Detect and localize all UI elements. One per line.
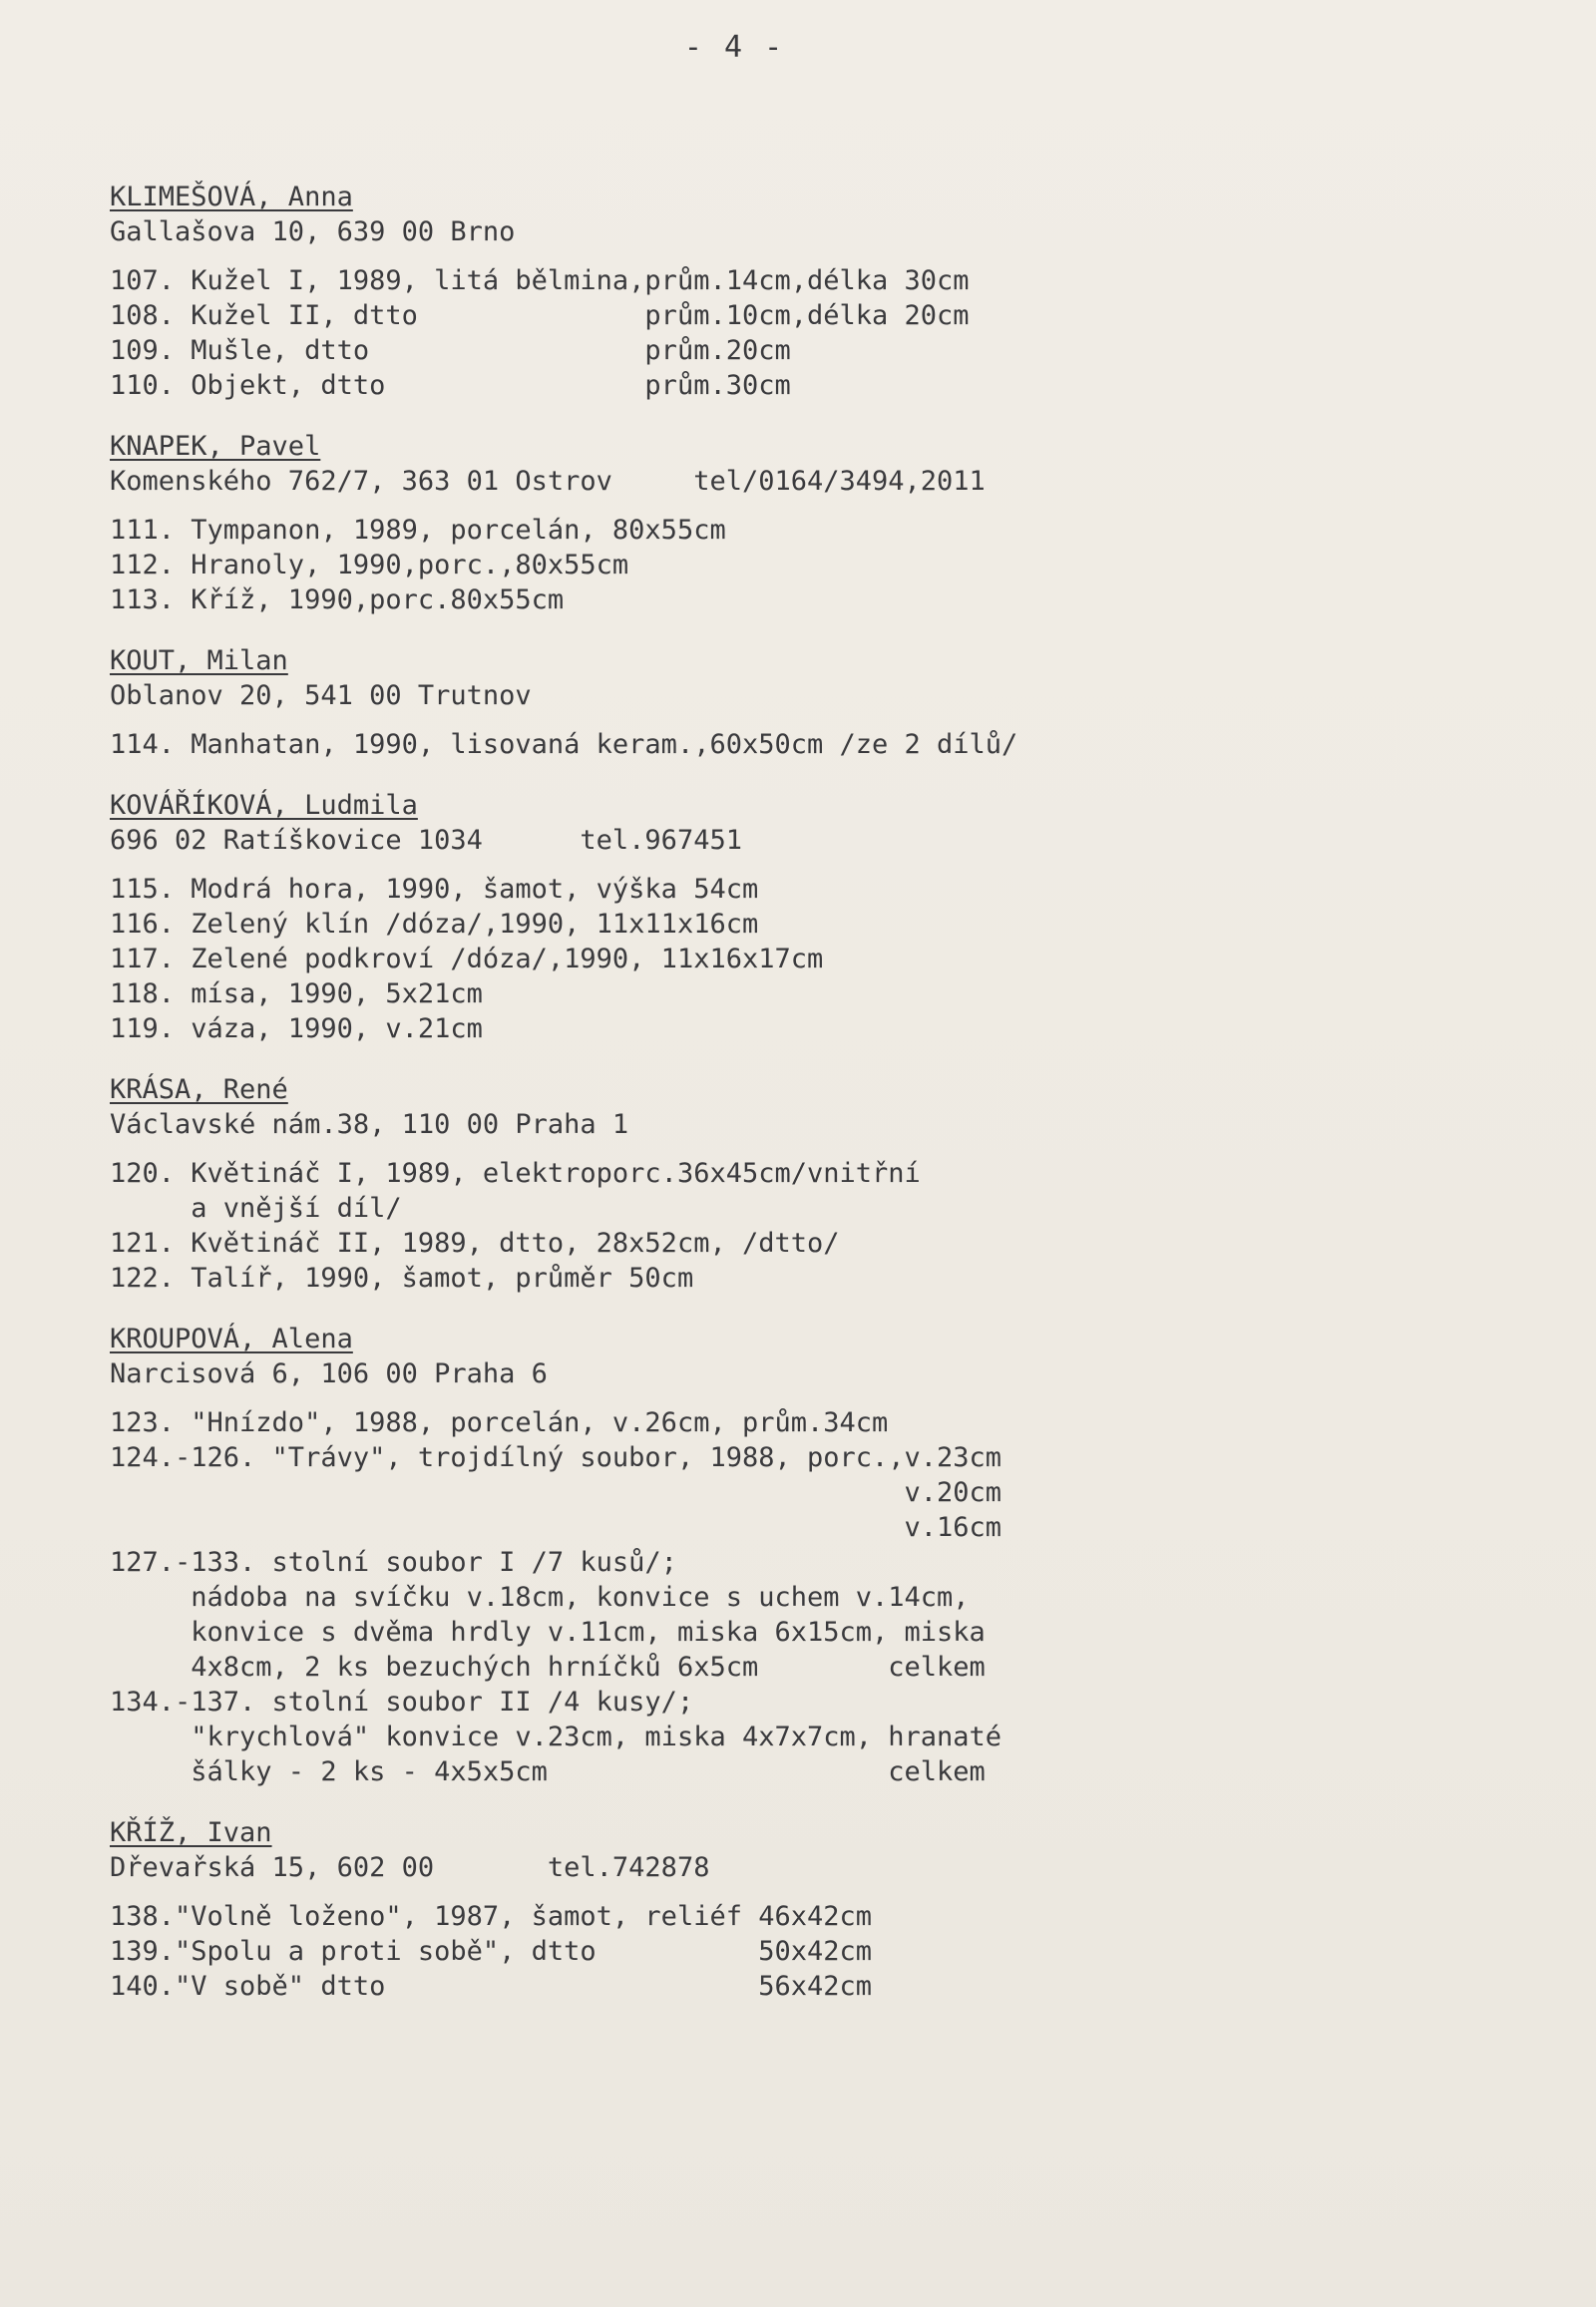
artwork-line: "krychlová" konvice v.23cm, miska 4x7x7cm, hranaté: [110, 1722, 1002, 1752]
artwork-line: 134.-137. stolní soubor II /4 kusy/;: [110, 1687, 694, 1718]
artwork-line: 113. Kříž, 1990,porc.80x55cm: [110, 584, 565, 615]
artist-address: Oblanov 20, 541 00 Trutnov: [110, 680, 532, 711]
artwork-line: 127.-133. stolní soubor I /7 kusů/;: [110, 1547, 677, 1578]
artist-entry: [110, 180, 1307, 403]
catalog-list: [110, 180, 1307, 2004]
artist-entry: [110, 1072, 1307, 1296]
artwork-line: 117. Zelené podkroví /dóza/,1990, 11x16x17cm: [110, 944, 824, 974]
artwork-line: 110. Objekt, dtto prům.30cm: [110, 370, 791, 401]
artist-entry: [110, 1322, 1307, 1789]
artist-entry: [110, 429, 1307, 617]
artwork-line: 140."V sobě" dtto 56x42cm: [110, 1971, 873, 2002]
artwork-line: 123. "Hnízdo", 1988, porcelán, v.26cm, prům.34cm: [110, 1407, 889, 1438]
artist-entry: [110, 643, 1307, 762]
artist-name: KOVÁŘÍKOVÁ, Ludmila: [110, 790, 418, 821]
artist-address: Narcisová 6, 106 00 Praha 6: [110, 1358, 548, 1389]
artist-address: Václavské nám.38, 110 00 Praha 1: [110, 1109, 629, 1140]
artist-name: KŘÍŽ, Ivan: [110, 1817, 272, 1848]
artwork-line: 138."Volně loženo", 1987, šamot, reliéf 46x42cm: [110, 1901, 873, 1932]
artwork-line: v.16cm: [110, 1512, 1002, 1543]
artwork-list: [110, 513, 1307, 617]
artwork-list: [110, 727, 1307, 762]
artwork-line: 109. Mušle, dtto prům.20cm: [110, 335, 791, 366]
artwork-line: 4x8cm, 2 ks bezuchých hrníčků 6x5cm celkem: [110, 1652, 986, 1683]
artist-address: Gallašova 10, 639 00 Brno: [110, 216, 516, 247]
artwork-list: [110, 1156, 1307, 1296]
artist-name: KRÁSA, René: [110, 1074, 288, 1105]
artwork-line: 119. váza, 1990, v.21cm: [110, 1013, 483, 1044]
artist-entry: [110, 788, 1307, 1046]
artwork-list: [110, 263, 1307, 403]
artwork-list: [110, 1899, 1307, 2004]
artwork-line: 139."Spolu a proti sobě", dtto 50x42cm: [110, 1936, 873, 1967]
artist-address: Komenského 762/7, 363 01 Ostrov tel/0164/3494,2011: [110, 466, 986, 497]
artwork-list: [110, 1405, 1307, 1789]
page-number: - 4 -: [683, 30, 785, 65]
artwork-line: 115. Modrá hora, 1990, šamot, výška 54cm: [110, 874, 759, 905]
artwork-line: 118. mísa, 1990, 5x21cm: [110, 978, 483, 1009]
artist-name: KROUPOVÁ, Alena: [110, 1324, 353, 1354]
artwork-line: v.20cm: [110, 1477, 1002, 1508]
artwork-line: 122. Talíř, 1990, šamot, průměr 50cm: [110, 1263, 694, 1294]
artist-entry: [110, 1815, 1307, 2004]
artist-name: KLIMEŠOVÁ, Anna: [110, 182, 353, 212]
artwork-line: 114. Manhatan, 1990, lisovaná keram.,60x50cm /ze 2 dílů/: [110, 729, 1018, 760]
artwork-line: a vnější díl/: [110, 1193, 402, 1224]
artwork-line: 107. Kužel I, 1989, litá bělmina,prům.14cm,délka 30cm: [110, 265, 970, 296]
artist-address: 696 02 Ratíškovice 1034 tel.967451: [110, 825, 742, 856]
artwork-line: 112. Hranoly, 1990,porc.,80x55cm: [110, 550, 629, 580]
artwork-line: 124.-126. "Trávy", trojdílný soubor, 1988, porc.,v.23cm: [110, 1442, 1002, 1473]
artwork-line: 108. Kužel II, dtto prům.10cm,délka 20cm: [110, 300, 970, 331]
artist-address: Dřevařská 15, 602 00 tel.742878: [110, 1852, 710, 1883]
artwork-line: konvice s dvěma hrdly v.11cm, miska 6x15cm, miska: [110, 1617, 986, 1648]
artwork-line: nádoba na svíčku v.18cm, konvice s uchem v.14cm,: [110, 1582, 970, 1613]
artwork-line: 121. Květináč II, 1989, dtto, 28x52cm, /dtto/: [110, 1228, 840, 1259]
artwork-line: 111. Tympanon, 1989, porcelán, 80x55cm: [110, 515, 726, 546]
artist-name: KOUT, Milan: [110, 645, 288, 676]
artwork-line: 116. Zelený klín /dóza/,1990, 11x11x16cm: [110, 909, 759, 940]
artwork-line: 120. Květináč I, 1989, elektroporc.36x45cm/vnitřní: [110, 1158, 921, 1189]
artwork-list: [110, 872, 1307, 1046]
artist-name: KNAPEK, Pavel: [110, 431, 321, 462]
artwork-line: šálky - 2 ks - 4x5x5cm celkem: [110, 1756, 986, 1787]
